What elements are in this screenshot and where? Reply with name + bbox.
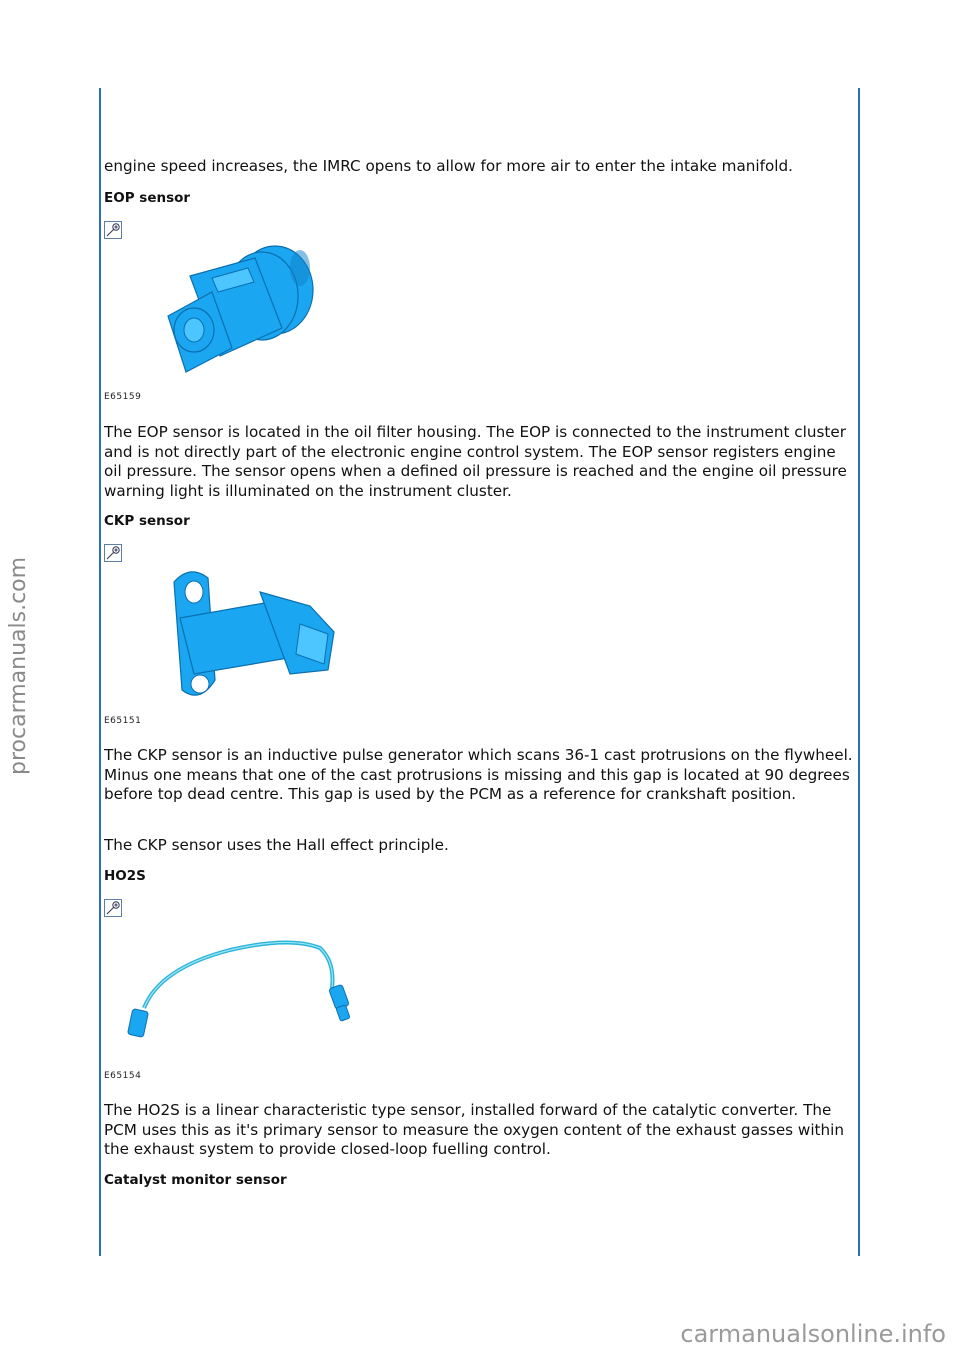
ho2s-sensor-image	[120, 928, 365, 1043]
ho2s-figure-code: E65154	[104, 1071, 142, 1081]
ckp-paragraph-2: The CKP sensor uses the Hall effect principle.	[104, 836, 449, 854]
ckp-paragraph-1: The CKP sensor is an inductive pulse generator which scans 36-1 cast protrusions on the flywheel. Minus one means that one of the cast protrusions is missing and this gap is located at 90 degrees before top dead centre. This gap is used by the PCM as a reference for crankshaft position.	[104, 746, 853, 804]
eop-heading: EOP sensor	[104, 190, 191, 206]
intro-paragraph: engine speed increases, the IMRC opens to allow for more air to enter the intake manifold.	[104, 157, 793, 175]
magnify-icon	[105, 222, 121, 238]
magnify-icon	[105, 900, 121, 916]
zoom-ckp-icon[interactable]	[104, 544, 122, 562]
zoom-ho2s-icon[interactable]	[104, 899, 122, 917]
right-margin-rule	[858, 88, 860, 1256]
catalyst-heading: Catalyst monitor sensor	[104, 1172, 287, 1188]
bottom-watermark: carmanualsonline.info	[680, 1320, 946, 1348]
side-watermark: procarmanuals.com	[6, 556, 31, 775]
zoom-eop-icon[interactable]	[104, 221, 122, 239]
ckp-heading: CKP sensor	[104, 513, 190, 529]
ho2s-paragraph: The HO2S is a linear characteristic type sensor, installed forward of the catalytic converter. The PCM uses this as it's primary sensor to measure the oxygen content of the exhaust gasses within the exhaust system to provide closed-loop fuelling control.	[104, 1101, 844, 1159]
left-margin-rule	[99, 88, 101, 1256]
eop-figure-code: E65159	[104, 392, 142, 402]
eop-paragraph: The EOP sensor is located in the oil filter housing. The EOP is connected to the instrument cluster and is not directly part of the electronic engine control system. The EOP sensor registers engine oil pressure. The sensor opens when a defined oil pressure is reached and the engine oil pressure warning light is illuminated on the instrument cluster.	[104, 423, 847, 500]
ckp-figure-code: E65151	[104, 716, 142, 726]
ho2s-heading: HO2S	[104, 868, 146, 884]
magnify-icon	[105, 545, 121, 561]
eop-sensor-image	[150, 238, 330, 383]
ckp-sensor-image	[160, 562, 345, 707]
